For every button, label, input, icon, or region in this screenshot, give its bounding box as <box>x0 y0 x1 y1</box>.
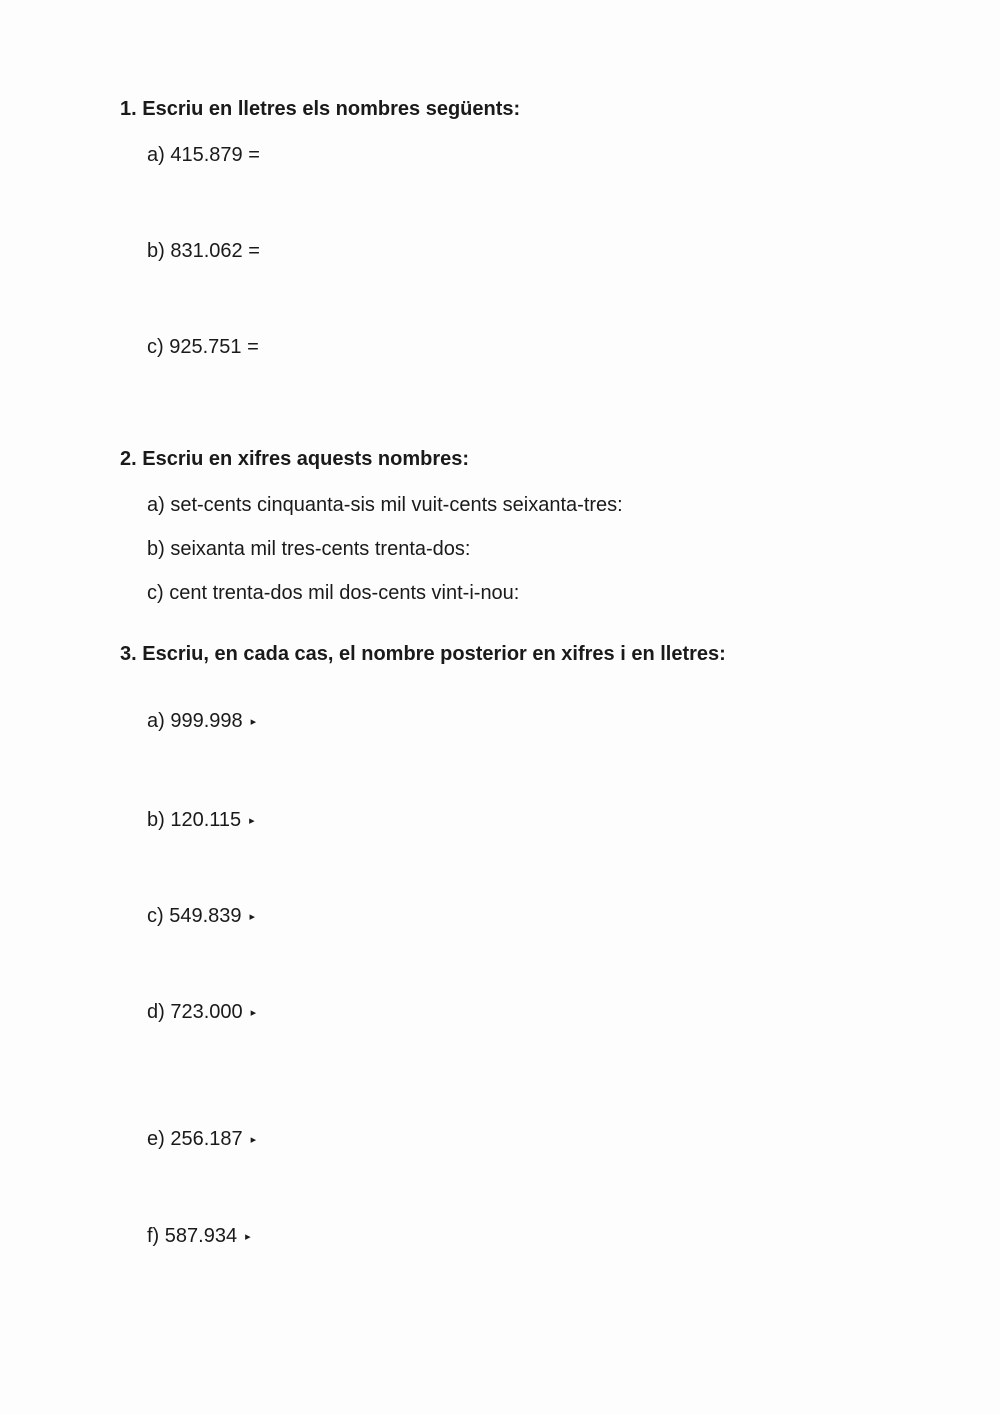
section-2-heading: 2. Escriu en xifres aquests nombres: <box>120 448 470 470</box>
arrow-right-icon: ▸ <box>250 716 257 728</box>
section-3-item-f <box>147 1224 251 1251</box>
arrow-right-icon: ▸ <box>250 1134 257 1146</box>
section-1-item-b: b) 831.062 = <box>147 240 260 262</box>
item-label: b) 120.115 <box>147 809 242 831</box>
section-1-item-a: a) 415.879 = <box>147 144 260 166</box>
section-2-item-a: a) set-cents cinquanta-sis mil vuit-cents seixanta-tres: <box>147 494 623 516</box>
arrow-right-icon: ▸ <box>250 1007 257 1019</box>
item-label: d) 723.000 <box>147 1001 243 1023</box>
item-label: f) 587.934 <box>147 1225 238 1247</box>
section-2-item-b: b) seixanta mil tres-cents trenta-dos: <box>147 538 471 560</box>
arrow-right-icon: ▸ <box>249 815 255 827</box>
section-1-item-c: c) 925.751 = <box>147 336 259 358</box>
section-3-item-b <box>147 808 255 835</box>
arrow-right-icon: ▸ <box>249 911 256 923</box>
section-2-item-c: c) cent trenta-dos mil dos-cents vint-i-nou: <box>147 582 520 604</box>
section-1-heading: 1. Escriu en lletres els nombres següents: <box>120 98 521 120</box>
section-3-heading: 3. Escriu, en cada cas, el nombre posterior en xifres i en lletres: <box>120 643 726 665</box>
section-3-item-a <box>147 709 256 736</box>
section-3-item-c <box>147 904 255 931</box>
item-label: e) 256.187 <box>147 1128 243 1150</box>
item-label: a) 999.998 <box>147 710 243 732</box>
section-3-item-e <box>147 1127 256 1154</box>
section-3-item-d <box>147 1000 256 1027</box>
arrow-right-icon: ▸ <box>245 1231 251 1243</box>
item-label: c) 549.839 <box>147 905 242 927</box>
